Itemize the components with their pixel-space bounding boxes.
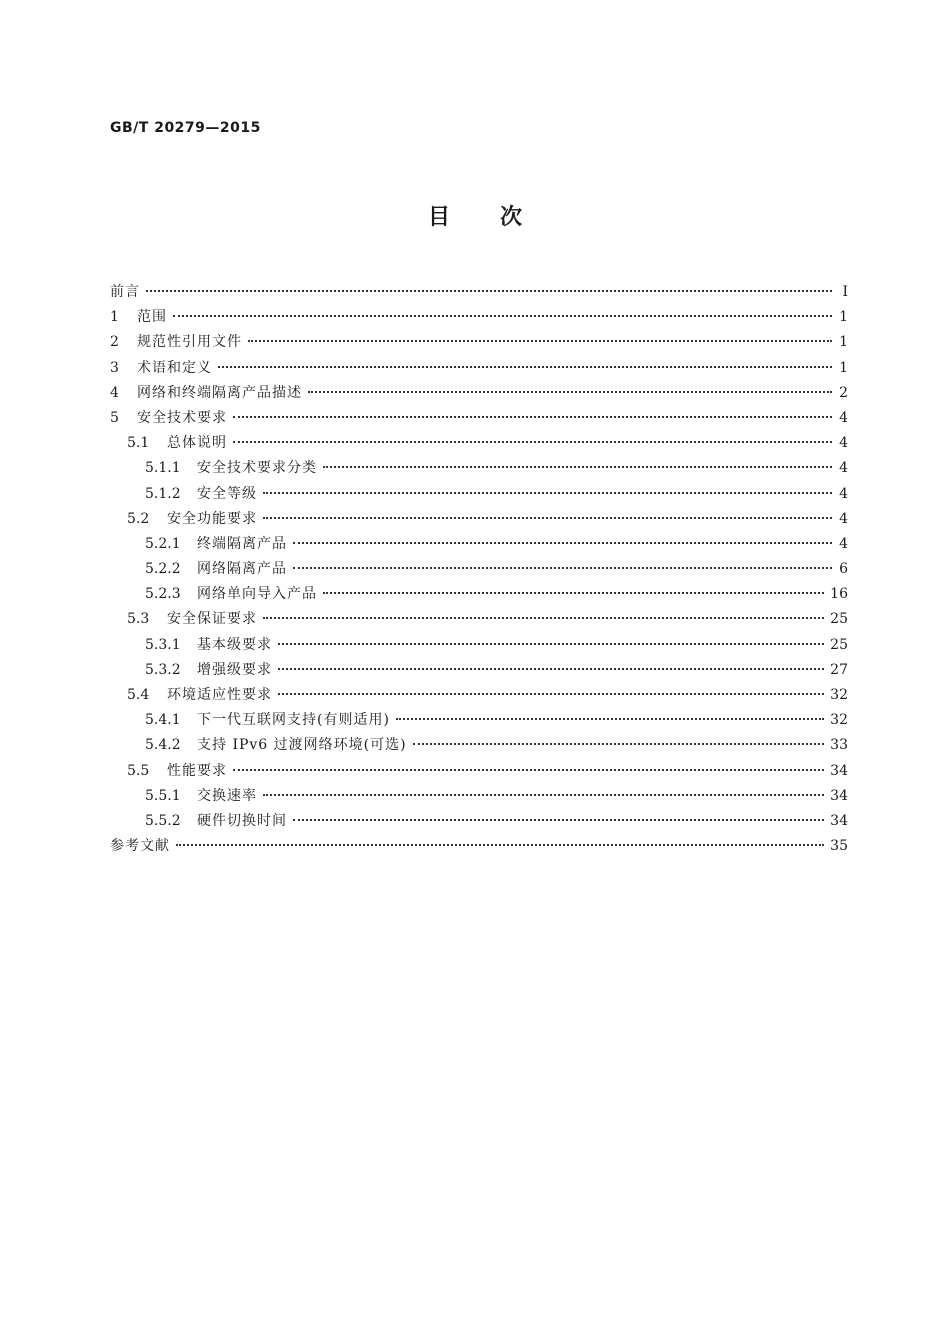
toc-entry-number: 4 [110, 384, 119, 401]
table-of-contents [110, 280, 848, 859]
toc-entry-label: 网络和终端隔离产品描述 [137, 384, 302, 401]
toc-entry-number: 5.1.2 [145, 485, 181, 502]
toc-entry-label: 增强级要求 [197, 661, 272, 678]
toc-entry[interactable] [110, 406, 848, 431]
toc-entry-label: 总体说明 [167, 435, 227, 452]
toc-dot-leader [308, 391, 832, 393]
toc-entry-page: 32 [830, 712, 848, 729]
toc-entry-label: 终端隔离产品 [197, 535, 287, 552]
toc-entry[interactable] [110, 507, 848, 532]
toc-entry[interactable] [110, 708, 848, 733]
toc-entry-page: 4 [839, 460, 848, 477]
toc-entry-number: 5.4 [127, 687, 150, 703]
toc-entry-number: 1 [110, 309, 119, 326]
toc-entry-page: 1 [839, 309, 848, 326]
toc-entry-page: 33 [830, 737, 848, 754]
toc-entry-number: 5.5 [127, 762, 150, 779]
toc-entry-number: 5.5.1 [145, 787, 181, 804]
toc-entry-page: 6 [839, 561, 848, 578]
toc-dot-leader [323, 466, 832, 468]
page-title: 目次 [427, 205, 572, 230]
toc-entry-label: 环境适应性要求 [167, 687, 272, 703]
toc-dot-leader [263, 617, 824, 619]
toc-entry[interactable] [110, 733, 848, 758]
toc-entry-page: 4 [839, 435, 848, 452]
toc-entry-label: 基本级要求 [197, 636, 272, 653]
toc-entry-page: 25 [830, 636, 848, 653]
toc-dot-leader [278, 693, 824, 695]
toc-dot-leader [173, 315, 832, 317]
toc-dot-leader [233, 769, 824, 771]
toc-dot-leader [233, 416, 832, 418]
toc-entry-page: 1 [839, 334, 848, 351]
toc-entry-number: 5.5.2 [145, 812, 181, 829]
toc-entry-page: 4 [839, 485, 848, 502]
toc-entry-number: 2 [110, 334, 119, 351]
toc-entry-label: 安全技术要求分类 [197, 460, 317, 477]
toc-entry[interactable] [110, 456, 848, 481]
toc-entry-page: 4 [839, 510, 848, 527]
toc-entry-page: 25 [830, 611, 848, 628]
toc-entry-number: 5.2.1 [145, 535, 181, 552]
toc-dot-leader [413, 743, 825, 745]
toc-entry-label: 安全技术要求 [137, 409, 227, 426]
toc-entry-label: 下一代互联网支持(有则适用) [197, 712, 390, 729]
toc-dot-leader [248, 340, 832, 342]
toc-dot-leader [278, 643, 824, 645]
toc-entry-number: 5.1 [127, 435, 150, 452]
toc-entry-label: 规范性引用文件 [137, 334, 242, 351]
toc-dot-leader [293, 567, 832, 569]
toc-entry-number: 5 [110, 409, 119, 426]
toc-dot-leader [293, 542, 832, 544]
toc-entry-number: 5.1.1 [145, 460, 181, 477]
toc-dot-leader [278, 668, 824, 670]
toc-entry-label: 安全等级 [197, 485, 257, 502]
toc-entry[interactable] [110, 356, 848, 381]
toc-entry-page: 35 [830, 838, 848, 855]
toc-entry-number: 3 [110, 359, 119, 376]
toc-entry-label: 支持 IPv6 过渡网络环境(可选) [197, 737, 407, 754]
toc-entry[interactable] [110, 330, 848, 355]
toc-dot-leader [396, 718, 824, 720]
toc-entry-number: 5.4.2 [145, 737, 181, 754]
toc-dot-leader [146, 290, 832, 292]
toc-entry-label: 性能要求 [167, 762, 227, 779]
toc-dot-leader [233, 441, 832, 443]
toc-entry-page: 16 [830, 586, 848, 603]
toc-entry[interactable] [110, 582, 848, 607]
toc-entry-page: 2 [839, 384, 848, 401]
toc-entry-label: 网络单向导入产品 [197, 586, 317, 603]
toc-entry[interactable] [110, 557, 848, 582]
toc-dot-leader [263, 517, 832, 519]
toc-entry[interactable] [110, 784, 848, 809]
toc-entry-page: 27 [830, 661, 848, 678]
toc-entry-label: 安全保证要求 [167, 611, 257, 628]
toc-entry-page: 4 [839, 535, 848, 552]
toc-entry[interactable] [110, 482, 848, 507]
toc-entry[interactable] [110, 759, 848, 784]
toc-entry-label: 范围 [137, 309, 167, 326]
toc-entry-page: 34 [830, 787, 848, 804]
toc-entry-page: Ⅰ [842, 284, 848, 300]
toc-entry-page: 34 [830, 812, 848, 829]
toc-dot-leader [293, 819, 824, 821]
toc-entry[interactable] [110, 532, 848, 557]
toc-entry-label: 网络隔离产品 [197, 561, 287, 578]
toc-entry[interactable] [110, 683, 848, 708]
toc-entry[interactable] [110, 607, 848, 632]
standard-number: GB/T 20279—2015 [110, 120, 261, 136]
toc-entry-number: 5.3.2 [145, 661, 181, 678]
toc-dot-leader [176, 844, 824, 846]
toc-entry[interactable] [110, 834, 848, 859]
toc-entry-number: 5.2 [127, 510, 150, 527]
toc-entry[interactable] [110, 809, 848, 834]
toc-entry-page: 32 [830, 687, 848, 703]
toc-entry-label: 硬件切换时间 [197, 812, 287, 829]
toc-entry[interactable] [110, 280, 848, 305]
toc-entry-number: 5.2.2 [145, 561, 181, 578]
toc-entry[interactable] [110, 431, 848, 456]
toc-entry[interactable] [110, 305, 848, 330]
toc-entry-number: 5.3.1 [145, 636, 181, 653]
toc-entry-number: 5.3 [127, 611, 150, 628]
toc-entry[interactable] [110, 381, 848, 406]
toc-entry-label: 交换速率 [197, 787, 257, 804]
toc-entry-label: 前言 [110, 284, 140, 300]
toc-dot-leader [323, 592, 824, 594]
toc-entry-label: 参考文献 [110, 838, 170, 855]
toc-entry[interactable] [110, 633, 848, 658]
toc-entry-label: 安全功能要求 [167, 510, 257, 527]
toc-entry-label: 术语和定义 [137, 359, 212, 376]
toc-entry-page: 4 [839, 409, 848, 426]
toc-entry-page: 1 [839, 359, 848, 376]
toc-dot-leader [218, 366, 832, 368]
toc-entry-page: 34 [830, 762, 848, 779]
toc-entry-number: 5.2.3 [145, 586, 181, 603]
toc-entry[interactable] [110, 658, 848, 683]
toc-dot-leader [263, 492, 832, 494]
toc-entry-number: 5.4.1 [145, 712, 181, 729]
toc-dot-leader [263, 794, 824, 796]
